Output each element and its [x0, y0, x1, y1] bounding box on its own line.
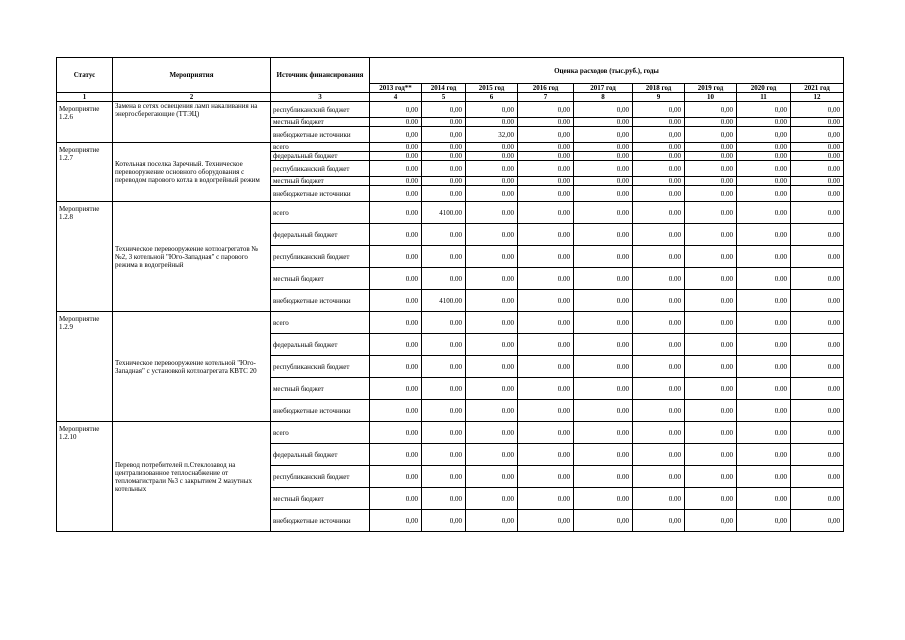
- expense-value: 32,00: [466, 127, 518, 143]
- expense-value: 0.00: [737, 224, 791, 246]
- expense-value: 0.00: [685, 444, 737, 466]
- expense-value: 4100.00: [422, 290, 466, 312]
- expense-value: 0.00: [737, 400, 791, 422]
- expense-value: 0.00: [518, 177, 574, 186]
- expense-value: 0.00: [737, 356, 791, 378]
- expense-value: 0.00: [422, 186, 466, 202]
- header-year: 2015 год: [466, 84, 518, 93]
- expense-value: 0,00: [574, 127, 633, 143]
- expense-value: 0.00: [633, 202, 685, 224]
- expense-value: 0.00: [370, 422, 422, 444]
- expense-value: 0.00: [685, 246, 737, 268]
- funding-source: местный бюджет: [271, 268, 370, 290]
- expense-value: 0.00: [574, 246, 633, 268]
- expense-value: 0.00: [633, 143, 685, 152]
- expense-value: 0.00: [518, 246, 574, 268]
- funding-source: всего: [271, 312, 370, 334]
- column-number: 5: [422, 93, 466, 102]
- expense-value: 0.00: [791, 488, 844, 510]
- expense-value: 0.00: [466, 444, 518, 466]
- expense-value: 0.00: [737, 488, 791, 510]
- expense-value: 0.00: [574, 161, 633, 177]
- expense-value: 0,00: [422, 102, 466, 118]
- column-number: 9: [633, 93, 685, 102]
- expense-value: 0,00: [737, 127, 791, 143]
- expense-value: 0.00: [633, 152, 685, 161]
- expense-value: 0.00: [518, 152, 574, 161]
- expense-value: 0.00: [685, 378, 737, 400]
- expense-value: 0.00: [466, 202, 518, 224]
- expense-value: 0.00: [422, 444, 466, 466]
- expense-value: 0,00: [685, 102, 737, 118]
- expense-value: 0.00: [574, 152, 633, 161]
- expense-value: 0.00: [633, 161, 685, 177]
- expense-value: 0.00: [633, 378, 685, 400]
- expense-value: 0,00: [370, 510, 422, 532]
- column-number: 12: [791, 93, 844, 102]
- measure-title: Техническое перевооружение котлоагрегатов №№2, 3 котельной "Юго-Западная" с парового режима в водогрейный: [113, 202, 271, 312]
- expense-value: 0.00: [737, 202, 791, 224]
- expense-value: 0.00: [574, 312, 633, 334]
- expense-value: 0.00: [422, 422, 466, 444]
- expense-value: 0.00: [791, 400, 844, 422]
- expense-value: 0.00: [633, 356, 685, 378]
- expense-value: 0.00: [685, 186, 737, 202]
- table-row: [57, 422, 844, 444]
- measure-title: Котельная поселка Заречный. Техническое перевооружение основного оборудования с переводом парового котла в водогрейный режим: [113, 143, 271, 202]
- expense-value: 0.00: [518, 268, 574, 290]
- table-row: [57, 202, 844, 224]
- expense-value: 0.00: [370, 290, 422, 312]
- expense-value: 0.00: [685, 356, 737, 378]
- expense-value: 0.00: [518, 334, 574, 356]
- measure-title: Перевод потребителей п.Стеклозавод на централизованное теплоснабжение от тепломагистрали №3 с закрытием 2 мазутных котельных: [113, 422, 271, 532]
- expense-value: 0.00: [370, 378, 422, 400]
- header-year: 2019 год: [685, 84, 737, 93]
- expense-value: 0.00: [422, 334, 466, 356]
- expense-value: 0.00: [685, 161, 737, 177]
- expense-value: 0.00: [633, 268, 685, 290]
- expense-value: 0.00: [466, 143, 518, 152]
- expense-value: 0.00: [685, 400, 737, 422]
- header-measures: Мероприятия: [113, 58, 271, 93]
- column-number: 1: [57, 93, 113, 102]
- funding-source: республиканский бюджет: [271, 161, 370, 177]
- funding-source: местный бюджет: [271, 378, 370, 400]
- measure-status: Мероприятие 1.2.6: [57, 102, 113, 143]
- measure-title: Замена в сетях освещения ламп накаливания на энергосберегающие (ТТЭЦ): [113, 102, 271, 143]
- expense-value: 0.00: [685, 118, 737, 127]
- expense-value: 0,00: [791, 127, 844, 143]
- expense-value: 0.00: [685, 334, 737, 356]
- expense-value: 0.00: [422, 161, 466, 177]
- header-numbers-row: [57, 93, 844, 102]
- expense-value: 0.00: [574, 378, 633, 400]
- funding-source: всего: [271, 202, 370, 224]
- funding-source: республиканский бюджет: [271, 466, 370, 488]
- expense-value: 0.00: [791, 378, 844, 400]
- column-number: 4: [370, 93, 422, 102]
- expense-value: 0.00: [518, 118, 574, 127]
- expense-value: 0.00: [737, 118, 791, 127]
- header-year: 2016 год: [518, 84, 574, 93]
- funding-source: федеральный бюджет: [271, 334, 370, 356]
- expense-value: 0.00: [466, 161, 518, 177]
- expense-value: 0.00: [633, 422, 685, 444]
- measure-status: Мероприятие 1.2.9: [57, 312, 113, 422]
- column-number: 11: [737, 93, 791, 102]
- expense-value: 0.00: [574, 356, 633, 378]
- expense-value: 0.00: [737, 186, 791, 202]
- expense-value: 0.00: [685, 312, 737, 334]
- funding-source: всего: [271, 422, 370, 444]
- column-number: 3: [271, 93, 370, 102]
- header-year: 2018 год: [633, 84, 685, 93]
- expense-value: 0,00: [518, 127, 574, 143]
- funding-source: федеральный бюджет: [271, 224, 370, 246]
- expense-value: 0.00: [737, 378, 791, 400]
- expense-value: 0.00: [518, 161, 574, 177]
- budget-table: [56, 57, 844, 532]
- expense-value: 0.00: [685, 290, 737, 312]
- expense-value: 0,00: [518, 102, 574, 118]
- expense-value: 0,00: [422, 510, 466, 532]
- expense-value: 0.00: [370, 444, 422, 466]
- funding-source: местный бюджет: [271, 118, 370, 127]
- expense-value: 0.00: [574, 202, 633, 224]
- expense-value: 0.00: [791, 444, 844, 466]
- expense-value: 0.00: [574, 334, 633, 356]
- expense-value: 0,00: [737, 102, 791, 118]
- expense-value: 0.00: [574, 488, 633, 510]
- expense-value: 0.00: [633, 400, 685, 422]
- expense-value: 0.00: [518, 356, 574, 378]
- expense-value: 0.00: [422, 177, 466, 186]
- expense-value: 0.00: [737, 422, 791, 444]
- expense-value: 0.00: [685, 202, 737, 224]
- expense-value: 0.00: [422, 224, 466, 246]
- header-year: 2020 год: [737, 84, 791, 93]
- expense-value: 0.00: [466, 356, 518, 378]
- expense-value: 0,00: [574, 102, 633, 118]
- expense-value: 0.00: [422, 488, 466, 510]
- expense-value: 0.00: [737, 334, 791, 356]
- expense-value: 0.00: [791, 312, 844, 334]
- expense-value: 0.00: [574, 118, 633, 127]
- measure-status: Мероприятие 1.2.10: [57, 422, 113, 532]
- expense-value: 0,00: [791, 510, 844, 532]
- expense-value: 0.00: [737, 143, 791, 152]
- expense-value: 0.00: [466, 152, 518, 161]
- expense-value: 0.00: [633, 466, 685, 488]
- header-year: 2014 год: [422, 84, 466, 93]
- expense-value: 0.00: [737, 177, 791, 186]
- expense-value: 0.00: [422, 400, 466, 422]
- expense-value: 0.00: [422, 378, 466, 400]
- expense-value: 0.00: [370, 161, 422, 177]
- funding-source: внебюджетные источники: [271, 400, 370, 422]
- expense-value: 0.00: [633, 334, 685, 356]
- funding-source: внебюджетные источники: [271, 290, 370, 312]
- expense-value: 0.00: [791, 246, 844, 268]
- expense-value: 0.00: [466, 334, 518, 356]
- funding-source: местный бюджет: [271, 177, 370, 186]
- header-expense: Оценка расходов (тыс.руб.), годы: [370, 58, 844, 84]
- expense-value: 0,00: [518, 510, 574, 532]
- expense-value: 0.00: [791, 268, 844, 290]
- expense-value: 0.00: [685, 152, 737, 161]
- expense-value: 0.00: [422, 143, 466, 152]
- expense-value: 0.00: [518, 290, 574, 312]
- expense-value: 0.00: [737, 466, 791, 488]
- funding-source: местный бюджет: [271, 488, 370, 510]
- column-number: 7: [518, 93, 574, 102]
- expense-value: 0,00: [633, 510, 685, 532]
- header-source: Источник финансирования: [271, 58, 370, 93]
- expense-value: 0.00: [574, 268, 633, 290]
- expense-value: 0.00: [737, 268, 791, 290]
- expense-value: 0.00: [466, 177, 518, 186]
- expense-value: 0.00: [422, 246, 466, 268]
- expense-value: 0,00: [574, 510, 633, 532]
- expense-value: 0.00: [518, 312, 574, 334]
- expense-value: 0.00: [791, 466, 844, 488]
- expense-value: 0.00: [574, 290, 633, 312]
- expense-value: 0,00: [791, 102, 844, 118]
- expense-value: 0.00: [370, 268, 422, 290]
- header-row-1: [57, 58, 844, 84]
- expense-value: 0.00: [518, 422, 574, 444]
- expense-value: 0.00: [791, 177, 844, 186]
- expense-value: 4100.00: [422, 202, 466, 224]
- expense-value: 0.00: [685, 268, 737, 290]
- expense-value: 0.00: [737, 312, 791, 334]
- expense-value: 0.00: [633, 290, 685, 312]
- expense-value: 0.00: [466, 186, 518, 202]
- expense-value: 0.00: [574, 143, 633, 152]
- expense-value: 0.00: [685, 466, 737, 488]
- expense-value: 0.00: [370, 312, 422, 334]
- expense-value: 0.00: [466, 466, 518, 488]
- expense-value: 0.00: [791, 334, 844, 356]
- expense-value: 0.00: [518, 466, 574, 488]
- expense-value: 0,00: [633, 127, 685, 143]
- expense-value: 0.00: [518, 202, 574, 224]
- expense-value: 0.00: [466, 224, 518, 246]
- header-year: 2021 год: [791, 84, 844, 93]
- expense-value: 0.00: [685, 224, 737, 246]
- expense-value: 0.00: [633, 177, 685, 186]
- column-number: 2: [113, 93, 271, 102]
- funding-source: внебюджетные источники: [271, 127, 370, 143]
- expense-value: 0.00: [518, 488, 574, 510]
- expense-value: 0.00: [633, 246, 685, 268]
- header-year: 2017 год: [574, 84, 633, 93]
- expense-value: 0.00: [737, 444, 791, 466]
- expense-value: 0.00: [466, 246, 518, 268]
- funding-source: республиканский бюджет: [271, 102, 370, 118]
- funding-source: федеральный бюджет: [271, 152, 370, 161]
- expense-value: 0.00: [466, 488, 518, 510]
- expense-value: 0.00: [574, 422, 633, 444]
- expense-value: 0,00: [370, 102, 422, 118]
- expense-value: 0,00: [737, 510, 791, 532]
- funding-source: всего: [271, 143, 370, 152]
- expense-value: 0,00: [370, 127, 422, 143]
- expense-value: 0.00: [370, 246, 422, 268]
- expense-value: 0.00: [574, 466, 633, 488]
- expense-value: 0.00: [466, 118, 518, 127]
- expense-value: 0.00: [685, 422, 737, 444]
- expense-value: 0.00: [518, 143, 574, 152]
- expense-value: 0,00: [466, 510, 518, 532]
- expense-value: 0.00: [791, 202, 844, 224]
- expense-value: 0.00: [737, 161, 791, 177]
- funding-source: республиканский бюджет: [271, 246, 370, 268]
- funding-source: федеральный бюджет: [271, 444, 370, 466]
- expense-value: 0.00: [370, 186, 422, 202]
- expense-value: 0.00: [466, 268, 518, 290]
- expense-value: 0.00: [370, 224, 422, 246]
- measure-status: Мероприятие 1.2.8: [57, 202, 113, 312]
- measure-title: Техническое перевооружение котельной "Юго-Западная" с установкой котлоагрегата КВТС 20: [113, 312, 271, 422]
- expense-value: 0.00: [633, 118, 685, 127]
- expense-value: 0.00: [422, 356, 466, 378]
- expense-value: 0.00: [422, 152, 466, 161]
- expense-value: 0.00: [791, 143, 844, 152]
- expense-value: 0.00: [633, 186, 685, 202]
- expense-value: 0.00: [518, 224, 574, 246]
- expense-value: 0.00: [685, 488, 737, 510]
- expense-value: 0.00: [422, 118, 466, 127]
- expense-value: 0.00: [791, 186, 844, 202]
- column-number: 6: [466, 93, 518, 102]
- expense-value: 0.00: [791, 290, 844, 312]
- budget-table-sheet: [56, 57, 843, 532]
- expense-value: 0.00: [466, 290, 518, 312]
- expense-value: 0.00: [370, 356, 422, 378]
- expense-value: 0.00: [466, 378, 518, 400]
- expense-value: 0.00: [737, 290, 791, 312]
- expense-value: 0.00: [466, 400, 518, 422]
- expense-value: 0.00: [370, 400, 422, 422]
- expense-value: 0.00: [518, 444, 574, 466]
- expense-value: 0.00: [791, 422, 844, 444]
- expense-value: 0.00: [737, 246, 791, 268]
- expense-value: 0.00: [422, 268, 466, 290]
- expense-value: 0.00: [370, 488, 422, 510]
- expense-value: 0.00: [791, 224, 844, 246]
- expense-value: 0.00: [518, 186, 574, 202]
- expense-value: 0,00: [685, 127, 737, 143]
- expense-value: 0.00: [791, 356, 844, 378]
- expense-value: 0.00: [737, 152, 791, 161]
- expense-value: 0,00: [685, 510, 737, 532]
- measure-status: Мероприятие 1.2.7: [57, 143, 113, 202]
- table-row: [57, 143, 844, 152]
- expense-value: 0.00: [370, 202, 422, 224]
- funding-source: внебюджетные источники: [271, 510, 370, 532]
- expense-value: 0.00: [685, 177, 737, 186]
- expense-value: 0.00: [466, 312, 518, 334]
- expense-value: 0.00: [633, 224, 685, 246]
- table-row: [57, 312, 844, 334]
- expense-value: 0.00: [633, 488, 685, 510]
- expense-value: 0.00: [574, 186, 633, 202]
- funding-source: внебюджетные источники: [271, 186, 370, 202]
- expense-value: 0,00: [633, 102, 685, 118]
- expense-value: 0.00: [466, 422, 518, 444]
- funding-source: республиканский бюджет: [271, 356, 370, 378]
- column-number: 8: [574, 93, 633, 102]
- header-year: 2013 год**: [370, 84, 422, 93]
- expense-value: 0,00: [466, 102, 518, 118]
- expense-value: 0.00: [370, 152, 422, 161]
- expense-value: 0.00: [574, 444, 633, 466]
- expense-value: 0.00: [633, 312, 685, 334]
- expense-value: 0.00: [685, 143, 737, 152]
- expense-value: 0.00: [370, 118, 422, 127]
- column-number: 10: [685, 93, 737, 102]
- expense-value: 0.00: [370, 143, 422, 152]
- budget-table-body: [57, 102, 844, 532]
- expense-value: 0,00: [422, 127, 466, 143]
- table-row: [57, 102, 844, 118]
- header-status: Статус: [57, 58, 113, 93]
- expense-value: 0.00: [422, 466, 466, 488]
- expense-value: 0.00: [633, 444, 685, 466]
- expense-value: 0.00: [518, 400, 574, 422]
- expense-value: 0.00: [370, 177, 422, 186]
- expense-value: 0.00: [574, 224, 633, 246]
- expense-value: 0.00: [791, 161, 844, 177]
- expense-value: 0.00: [370, 466, 422, 488]
- expense-value: 0.00: [574, 177, 633, 186]
- expense-value: 0.00: [518, 378, 574, 400]
- expense-value: 0.00: [370, 334, 422, 356]
- expense-value: 0.00: [791, 152, 844, 161]
- expense-value: 0.00: [422, 312, 466, 334]
- expense-value: 0.00: [791, 118, 844, 127]
- expense-value: 0.00: [574, 400, 633, 422]
